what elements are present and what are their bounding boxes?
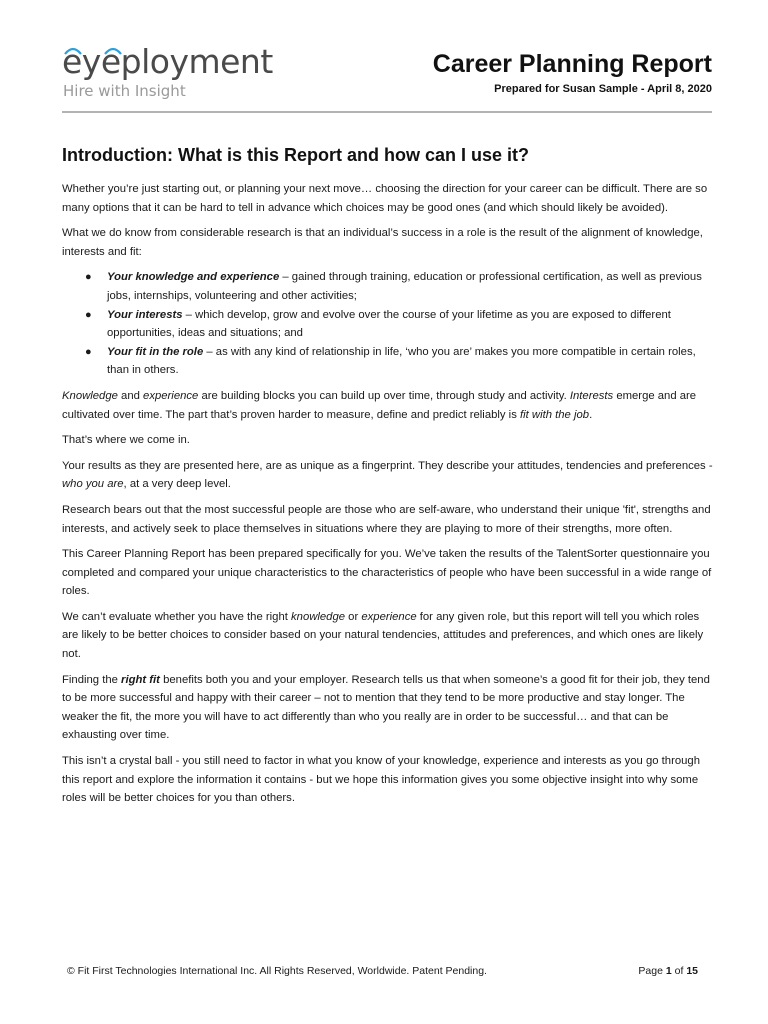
text-run: We can’t evaluate whether you have the right [62,610,292,623]
text-run: . [589,408,593,421]
footer-page-number [638,964,698,978]
text-run: for any given role, but this report will tell you which roles are likely to be better choices to consider based on your natural tendencies, attitudes and preferences, and which ones are likely not. [62,610,704,661]
paragraph-research: Research bears out that the most successful people are those who are self-aware, who understand their unique 'fit', strengths and interests, and actively seek to place themselves in situations where they are playing to more of their strengths, more often. [62,503,711,535]
bullet-icon: ● [85,271,92,284]
list-item [85,268,714,305]
body-text [62,180,714,815]
paragraph-where-we-come-in: That’s where we come in. [62,434,190,447]
list-item [85,343,714,380]
text-run: , at a very deep level. [123,478,231,491]
text-run: experience [143,389,199,402]
text-run: Your results as they are presented here, are as unique as a fingerprint. They describe your attitudes, tendencies and preferences - [62,459,713,472]
bullet-icon: ● [85,308,92,321]
paragraph-building-blocks [62,387,714,424]
page-label: Page [638,965,666,977]
text-run: knowledge [291,610,346,623]
text-run: fit with the job [519,408,590,421]
page-current: 1 [665,965,672,977]
list-item-text: – gained through training, education or professional certification, as well as previous jobs, internships, volunteering and other activities; [107,271,702,302]
text-run: Knowledge [62,389,118,402]
text-run: right fit [121,673,160,686]
text-run: who you are [62,478,124,491]
text-run: or [345,610,362,623]
header-divider [62,111,712,113]
bullet-icon: ● [85,345,92,358]
paragraph-report-prepared: This Career Planning Report has been prepared specifically for you. We’ve taken the results of the TalentSorter questionnaire you completed and compared your unique characteristics to the characteristics of people who have been successful in a wide range of roles. [62,548,712,598]
logo-tagline: Hire with Insight [63,82,186,100]
prepared-for-line: Prepared for Susan Sample - April 8, 2020 [494,83,712,95]
text-run: are building blocks you can build up over time, through study and activity. [198,389,570,402]
text-run: benefits both you and your employer. Research tells us that when someone’s a good fit for their job, they tend to be more successful and happy with their career – not to mention that they tend to be more productive and stay longer. The weaker the fit, the more you will have to act differently than who you really are in order to be successful… and that can be exhausting over time. [62,673,710,742]
eyeployment-logo [62,42,322,104]
text-run: and [117,389,144,402]
report-title: Career Planning Report [432,50,712,78]
list-item-text: – as with any kind of relationship in life, ‘who you are’ makes you more compatible in certain roles, than in others. [107,345,696,377]
paragraph-crystal-ball: This isn’t a crystal ball - you still need to factor in what you know of your knowledge, experience and interests as you go through this report and explore the information it contains - but we hope this information gives you some objective insight into why some roles will be better choices for you than others. [62,755,700,805]
list-item-text: – which develop, grow and evolve over the course of your lifetime as you are exposed to different opportunities, ideas and situations; and [107,308,671,340]
list-item-term: Your fit in the role [107,345,204,358]
paragraph-intro: Whether you’re just starting out, or planning your next move… choosing the direction for your career can be difficult. There are so many options that it can be hard to tell in advance which choices may be good ones (and which should likely be avoided). [62,183,708,214]
text-run: Finding the [62,673,122,686]
paragraph-results [62,457,714,494]
section-heading: Introduction: What is this Report and how can I use it? [62,145,529,165]
paragraph-right-fit [62,671,714,745]
page-of-label: of [671,965,687,977]
logo-wordmark: eyeployment [62,42,273,81]
list-item-term: Your knowledge and experience [107,271,280,284]
text-run: Interests [569,389,614,402]
factors-list [62,268,714,380]
paragraph-alignment: What we do know from considerable research is that an individual’s success in a role is the result of the alignment of knowledge, interests and fit: [62,227,703,258]
list-item-term: Your interests [107,308,183,321]
text-run: experience [361,610,417,623]
page-total: 15 [686,965,698,977]
paragraph-evaluate [62,608,714,664]
list-item [85,306,714,343]
text-run: emerge and are cultivated over time. The part that’s proven harder to measure, define and predict reliably is [62,389,697,421]
footer-copyright: © Fit First Technologies International Inc. All Rights Reserved, Worldwide. Patent Pending. [67,965,487,977]
